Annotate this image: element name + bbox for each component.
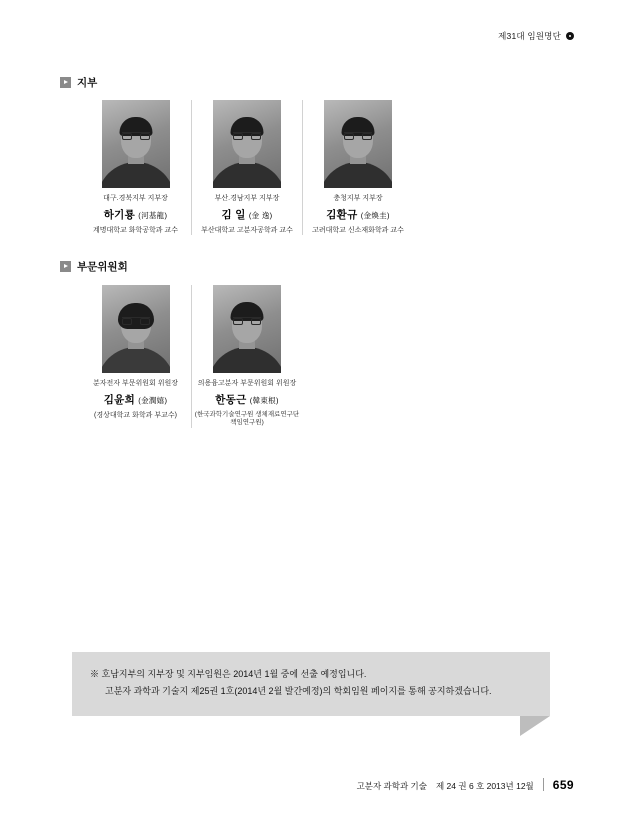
member-name-hanja: (金煥圭) bbox=[360, 210, 390, 220]
member-name-hanja: (金潤嬉) bbox=[138, 395, 168, 405]
member-name-hanja: (韓東根) bbox=[249, 395, 279, 405]
member-role: 의용융고분자 부문위원회 위원장 bbox=[197, 380, 297, 387]
member-affiliation: 계명대학교 화학공학과 교수 bbox=[92, 226, 179, 234]
member-row-branch bbox=[80, 100, 413, 235]
page-number: 659 bbox=[552, 778, 574, 792]
member-card bbox=[80, 285, 191, 428]
member-name-korean: 김환규 bbox=[326, 208, 358, 221]
member-affiliation: (경상대학교 화학과 부교수) bbox=[94, 411, 177, 419]
member-name bbox=[222, 207, 273, 222]
member-name bbox=[104, 207, 168, 222]
note-text-2: 고분자 과학과 기술지 제25권 1호(2014년 2월 발간예정)의 학회임원 페이지를 통해 공지하겠습니다. bbox=[105, 686, 492, 697]
member-role: 부산.경남지부 지부장 bbox=[214, 195, 280, 202]
member-photo bbox=[324, 100, 392, 188]
member-card bbox=[191, 100, 302, 235]
circle-dot-icon bbox=[566, 32, 574, 40]
section-heading-label: 지부 bbox=[77, 77, 98, 89]
member-name-hanja: (河基龍) bbox=[138, 210, 168, 220]
section-heading-branch bbox=[60, 75, 97, 90]
member-name-korean: 하기룡 bbox=[103, 208, 136, 221]
footer-issue: 제 24 권 6 호 2013년 12월 bbox=[435, 781, 534, 791]
page-header-title: 제31대 임원명단 bbox=[498, 31, 561, 41]
member-name-korean: 김윤희 bbox=[103, 393, 136, 406]
member-photo bbox=[213, 285, 281, 373]
member-name-korean: 한동근 bbox=[215, 393, 247, 406]
note-text-1: 호남지부의 지부장 및 지부임원은 2014년 1월 중에 선출 예정입니다. bbox=[101, 669, 367, 679]
member-name-korean: 김 일 bbox=[221, 208, 246, 221]
member-affiliation: 고려대학교 신소재화학과 교수 bbox=[312, 226, 404, 234]
member-name-hanja: (金 逸) bbox=[248, 210, 273, 220]
member-name bbox=[104, 392, 168, 407]
member-photo bbox=[102, 285, 170, 373]
member-role: 충청지부 지부장 bbox=[333, 195, 383, 202]
footer-journal: 고분자 과학과 기술 bbox=[356, 781, 427, 791]
page-header bbox=[498, 30, 574, 42]
arrow-marker-icon bbox=[60, 77, 71, 88]
member-affiliation: 부산대학교 고분자공학과 교수 bbox=[201, 226, 293, 234]
member-photo bbox=[213, 100, 281, 188]
page-footer bbox=[357, 776, 574, 792]
section-heading-label: 부문위원회 bbox=[77, 261, 128, 273]
member-card bbox=[80, 100, 191, 235]
note-marker: ※ bbox=[90, 669, 100, 679]
member-card bbox=[302, 100, 413, 235]
member-card bbox=[191, 285, 302, 428]
note-corner-fold bbox=[520, 716, 550, 736]
member-affiliation: (한국과학기술연구원 생체재료연구단 책임연구원) bbox=[194, 410, 300, 427]
note-line-1 bbox=[90, 666, 532, 683]
member-name bbox=[326, 207, 390, 222]
section-heading-committee bbox=[60, 259, 128, 274]
member-role: 대구.경북지부 지부장 bbox=[103, 195, 168, 202]
member-role: 분자전자 부문위원회 위원장 bbox=[92, 380, 179, 387]
footer-divider bbox=[543, 778, 544, 791]
member-row-committee bbox=[80, 285, 302, 428]
arrow-marker-icon bbox=[60, 261, 71, 272]
note-box bbox=[72, 652, 550, 716]
member-photo bbox=[102, 100, 170, 188]
member-name bbox=[215, 392, 279, 407]
